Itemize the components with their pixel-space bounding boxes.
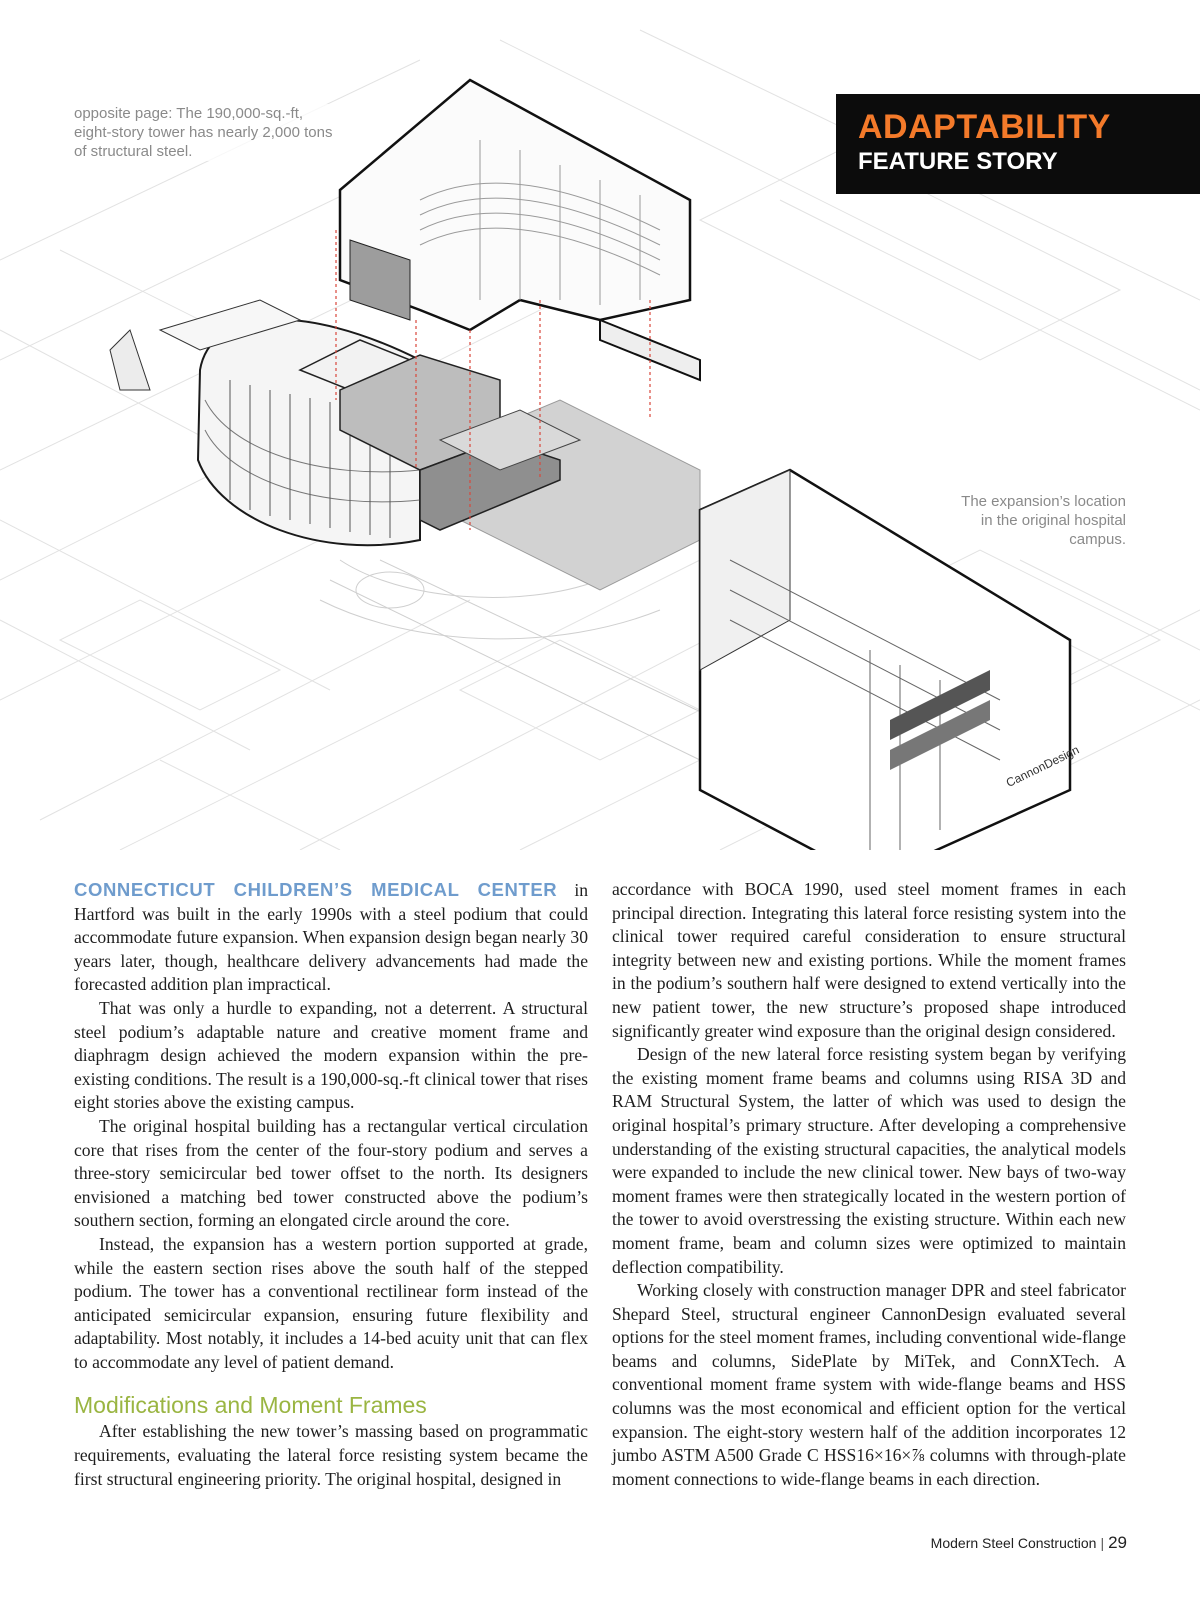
section-badge xyxy=(836,94,1200,194)
article-paragraph: Design of the new lateral force resisting system began by verifying the existing moment frame beams and columns using RISA 3D and RAM Structural System, the latter of which was used to design the original hospital’s primary structure. After developing a comprehensive understanding of the existing structural capacities, the analytical models were expanded to include the new clinical tower. New bays of two-way moment frames were then strategically located in the western portion of the tower to avoid overstressing the existing structure. Within each new moment frame, beam and column sizes were optimized to maintain deflection compatibility. xyxy=(612,1044,1126,1277)
badge-kicker: ADAPTABILITY xyxy=(858,108,1111,146)
article-paragraph: The original hospital building has a rectangular vertical circulation core that rises from the center of the four-story podium and serves a three-story semicircular bed tower offset to the north. Its designers envisioned a matching bed tower constructed above the podium’s southern section, forming an elongated circle around the core. xyxy=(74,1115,588,1231)
opposite-page-caption: opposite page: The 190,000-sq.-ft, eight-story tower has nearly 2,000 tons of structural steel. xyxy=(74,104,344,161)
article-paragraph xyxy=(74,878,588,997)
article-lead-in: CONNECTICUT CHILDREN’S MEDICAL CENTER xyxy=(74,879,558,900)
expansion-location-caption: The expansion’s location in the original hospital campus. xyxy=(950,492,1126,549)
article-paragraph-text: in Hartford was built in the early 1990s with a steel podium that could accommodate future expansion. When expansion design began nearly 30 years later, though, healthcare delivery advancements had made the forecasted addition plan impractical. xyxy=(74,880,588,995)
footer-separator: | xyxy=(1100,1535,1105,1551)
article-paragraph: After establishing the new tower’s massing based on programmatic requirements, evaluating the lateral force resisting system became the first structural engineering priority. The original hospital, designed in xyxy=(74,1421,588,1489)
article-column-left xyxy=(74,878,588,1491)
page-footer xyxy=(931,1533,1127,1553)
article-column-right xyxy=(612,878,1126,1491)
article-paragraph: Working closely with construction manager DPR and steel fabricator Shepard Steel, structural engineer CannonDesign evaluated several options for the steel moment frames, including conventional wide-flange beams and columns, SidePlate by MiTek, and ConnXTech. A conventional moment frame system with wide-flange beams and HSS columns was the most economical and efficient option for the vertical expansion. The eight-story western half of the addition incorporates 12 jumbo ASTM A500 Grade C HSS16×16×⅞ columns with through-plate moment connections to wide-flange beams in each direction. xyxy=(612,1280,1126,1489)
article-paragraph-continued: accordance with BOCA 1990, used steel moment frames in each principal direction. Integrating this lateral force resisting system into the clinical tower required careful consideration to ensure structural integrity between new and existing portions. While the moment frames in the podium’s southern half were designed to extend vertically into the new patient tower, the new structure’s proposed shape introduced significantly greater wind exposure than the original design considered. xyxy=(612,879,1126,1041)
page-number: 29 xyxy=(1108,1533,1127,1552)
publication-name: Modern Steel Construction xyxy=(930,1535,1097,1551)
figure-credit: CannonDesign xyxy=(1003,742,1082,790)
article-paragraph: That was only a hurdle to expanding, not a deterrent. A structural steel podium’s adaptable nature and creative moment frame and diaphragm design achieved the modern expansion within the pre-existing conditions. The result is a 190,000-sq.-ft clinical tower that rises eight stories above the existing campus. xyxy=(74,997,588,1113)
article-paragraph: Instead, the expansion has a western portion supported at grade, while the eastern section rises above the south half of the stepped podium. The tower has a conventional rectilinear form instead of the anticipated semicircular expansion, ensuring future flexibility and adaptability. Most notably, it includes a 14-bed acuity unit that can flex to accommodate any level of patient demand. xyxy=(74,1233,588,1372)
new-clinical-tower xyxy=(340,80,700,380)
section-subhead: Modifications and Moment Frames xyxy=(74,1392,427,1419)
badge-subtitle: FEATURE STORY xyxy=(858,148,1058,175)
